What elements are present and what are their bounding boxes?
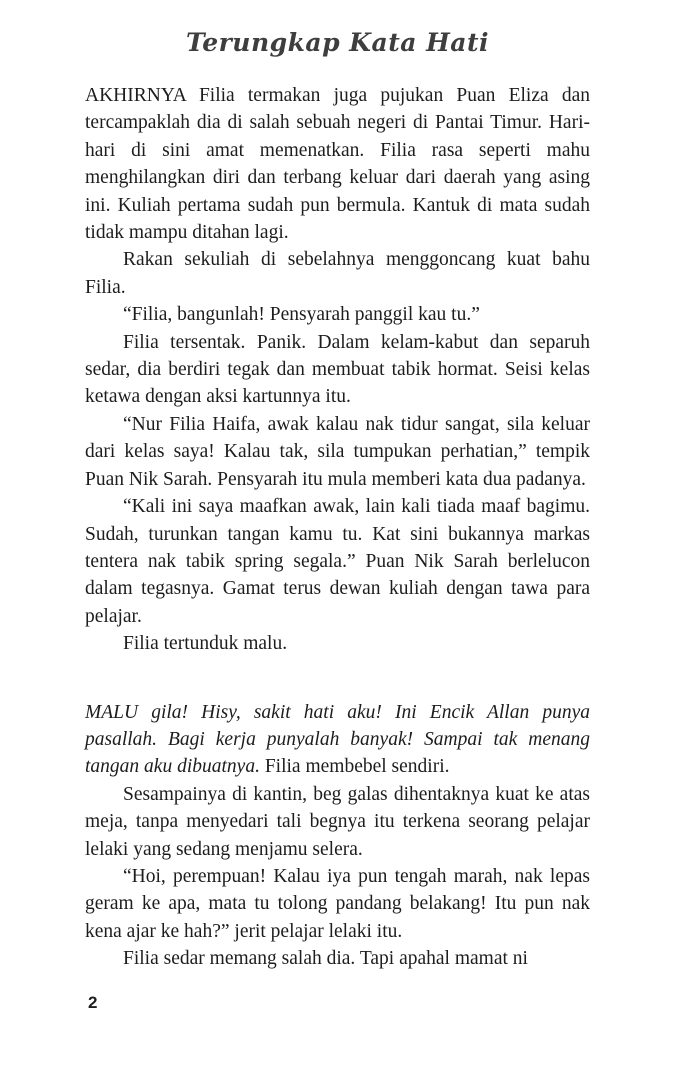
page-number: 2 (88, 993, 98, 1012)
body-text: Filia tersentak. Panik. Dalam kelam-kabut dan separuh sedar, dia berdiri tegak dan membuat tabik hormat. Seisi kelas ketawa dengan aksi kartunnya itu. (85, 331, 590, 408)
paragraph (85, 301, 590, 328)
body-text: “Kali ini saya maafkan awak, lain kali tiada maaf bagimu. Sudah, turunkan tangan kamu tu. Kat sini bukannya markas tentera nak tabik spring segala.” Puan Nik Sarah berlelucon dalam tegasnya. Gamat terus dewan kuliah dengan tawa para pelajar. (85, 496, 590, 627)
body-text: “Nur Filia Haifa, awak kalau nak tidur sangat, sila keluar dari kelas saya! Kalau tak, sila tumpukan perhatian,” tempik Puan Nik Sarah. Pensyarah itu mula memberi kata dua padanya. (85, 413, 590, 490)
paragraph (85, 699, 590, 781)
body-text: AKHIRNYA Filia termakan juga pujukan Puan Eliza dan tercampaklah dia di salah sebuah negeri di Pantai Timur. Hari-hari di sini amat memenatkan. Filia rasa seperti mahu menghilangkan diri dan terbang keluar dari daerah yang asing ini. Kuliah pertama sudah pun bermula. Kantuk di mata sudah tidak mampu ditahan lagi. (85, 85, 590, 244)
body-text: Filia tertunduk malu. (123, 633, 288, 655)
body-text: “Hoi, perempuan! Kalau iya pun tengah marah, nak lepas geram ke apa, mata tu tolong pandang belakang! Itu pun nak kena ajar ke hah?” jerit pelajar lelaki itu. (85, 865, 590, 942)
paragraph (85, 781, 590, 863)
page-header (0, 0, 675, 57)
paragraph (85, 630, 590, 657)
italic-text: MALU gila! Hisy, sakit hati aku! Ini Encik Allan punya pasallah. Bagi kerja punyalah banyak! Sampai tak menang tangan aku dibuatnya. (85, 701, 590, 778)
paragraph (85, 82, 590, 246)
text-column (85, 82, 590, 973)
body-text: Filia sedar memang salah dia. Tapi apahal mamat ni (123, 948, 528, 970)
scene-break (85, 658, 590, 699)
body-text: Rakan sekuliah di sebelahnya menggoncang kuat bahu Filia. (85, 249, 590, 298)
book-title: Terungkap Kata Hati (185, 28, 490, 57)
paragraph (85, 863, 590, 945)
paragraph (85, 246, 590, 301)
body-text: Filia membebel sendiri. (259, 756, 450, 778)
paragraph (85, 493, 590, 630)
paragraph (85, 411, 590, 493)
paragraph (85, 329, 590, 411)
body-text: Sesampainya di kantin, beg galas dihentaknya kuat ke atas meja, tanpa menyedari tali begnya itu terkena seorang pelajar lelaki yang sedang menjamu selera. (85, 783, 590, 860)
body-text: “Filia, bangunlah! Pensyarah panggil kau tu.” (123, 304, 480, 326)
paragraph (85, 945, 590, 972)
